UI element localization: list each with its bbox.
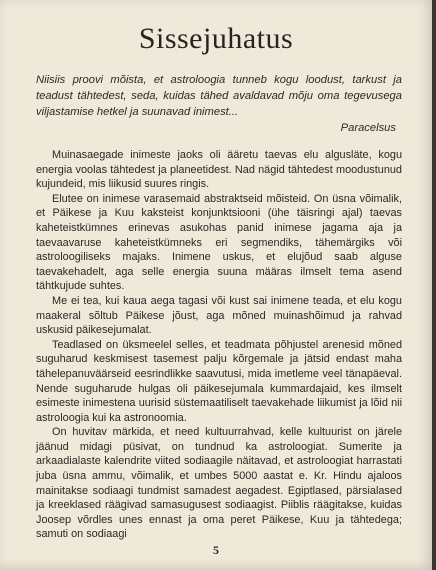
paragraph: On huvitav märkida, et need kultuurrahvad, kelle kultuurist on järele jäänud midagi püsivat, on tundnud ka astroloogiat. Sumerite ja arkaadialaste kalendrite viited sodiaagile näitavad, et astroloogiat harrastati juba üsna ammu, võimalik, et umbes 5000 aastat e. Kr. Hindu ajaloos mainitakse sodiaagi tundmist samadest aegadest. Egiptlased, pärsialased ja kreeklased räägivad samasugusest sodiaagist. Piiblis räägitakse, kuidas Joosep võrdles unes ennast ja oma peret Päikese, Kuu ja tähtedega; samuti on sodiaagi (36, 426, 402, 541)
epigraph-author: Paracelsus (340, 122, 396, 134)
paragraph: Teadlased on üksmeelel selles, et teadmata põhjustel arenesid mõned suguharud keskmisest tasemest palju kõrgemale ja jätsid endast maha tähelepanuväärseid eesrindlikke saavutusi, mida imetleme veel tänapäeval. Nende suguharude hulgas oli päikesejumala kummardajaid, kes ilmselt esimeste inimestena uurisid süstemaatiliselt taevakehade liikumist ja lõid nii astroloogia kui ka astronoomia. (36, 338, 402, 424)
chapter-title: Sissejuhatus (138, 22, 294, 55)
page-number: 5 (213, 543, 219, 557)
body-text (36, 148, 402, 542)
epigraph (36, 72, 402, 136)
paragraph: Me ei tea, kui kaua aega tagasi või kust sai inimene teada, et elu kogu maakeral sõltub Päikese jõust, aga mõned muinashõimud ja rahvad uskusid päikesejumalat. (36, 294, 402, 337)
paragraph: Elutee on inimese varasemaid abstraktseid mõisteid. On üsna võimalik, et Päikese ja Kuu kaksteist konjunktsiooni (ühe täisringi ajal) taevas kaheteistkümnes erinevas asukohas panid inimese jagama aja ja taevaavaruse kaheteistkümneks eri segmendiks, tähemärgiks või astroloogiliseks majaks. Inimene uskus, et elujõud saab alguse taevakehadelt, aga selle energia suuna määras ilmselt tema asend tähtkujude suhtes. (36, 192, 402, 293)
epigraph-quote: Niisiis proovi mõista, et astroloogia tunneb kogu loodust, tarkust ja teadust tähtedest, seda, kuidas tähed avaldavad mõju oma tegevusega viljastamise hetkel ja suunavad inimest... (36, 74, 402, 118)
paragraph: Muinasaegade inimeste jaoks oli ääretu taevas elu algusläte, kogu energia voolas tähtedest ja planeetidest. Nad nägid tähtedest moodustunud kujundeid, mis liikusid suures ringis. (36, 149, 402, 191)
